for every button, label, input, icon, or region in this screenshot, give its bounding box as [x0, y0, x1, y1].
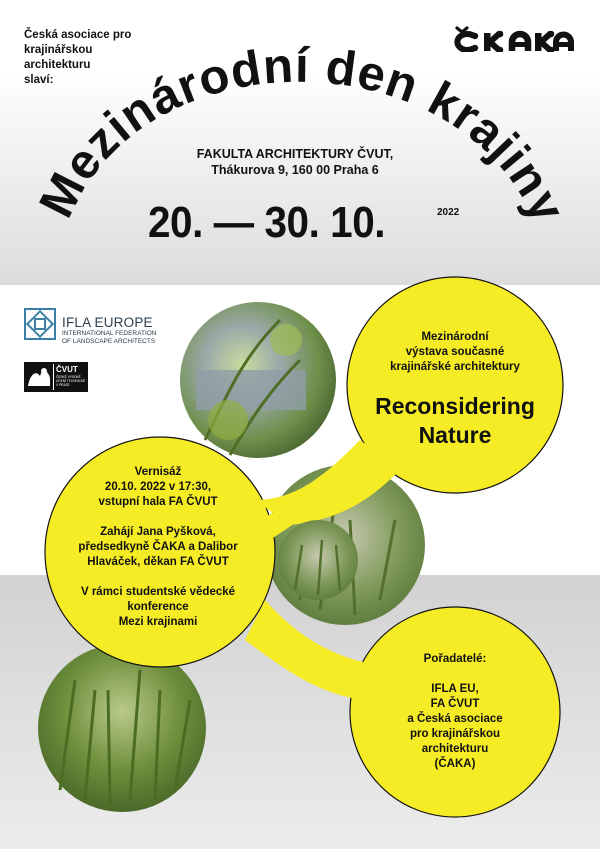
- year-label: 2022: [437, 207, 460, 218]
- opening-line: Zahájí Jana Pyšková,: [100, 526, 216, 538]
- exhibition-title-line: Nature: [418, 422, 492, 448]
- page-title-text: Mezinárodní den krajiny: [29, 38, 576, 231]
- cvut-logo-text: ČVUT: [56, 365, 78, 374]
- ifla-name: IFLA EUROPE: [62, 315, 153, 330]
- date-range: 20. — 30. 10.: [148, 198, 386, 247]
- organizer-line: architekturu: [421, 743, 489, 755]
- association-line: architekturu: [24, 59, 91, 71]
- exhibition-intro: [380, 330, 530, 375]
- organizer-line: (ČAKA): [434, 758, 476, 770]
- vernisaz-line: 20.10. 2022 v 17:30,: [104, 481, 212, 493]
- opening-line: Hlaváček, děkan FA ČVUT: [87, 556, 229, 568]
- conference-line: V rámci studentské vědecké: [80, 586, 236, 598]
- association-line: slaví:: [24, 74, 54, 86]
- ifla-subtitle-line: INTERNATIONAL FEDERATION: [62, 330, 157, 337]
- spacer: [380, 667, 530, 682]
- vernisaz-line: Vernisáž: [134, 466, 182, 478]
- opening-line: předsedkyně ČAKA a Dalibor: [78, 541, 238, 553]
- photo-building: [196, 370, 306, 410]
- photo-circle-bottom: [38, 644, 206, 812]
- conference-line: konference: [127, 601, 189, 613]
- exhibition-intro-line: Mezinárodní: [421, 331, 489, 343]
- spacer: [58, 510, 258, 525]
- organizers-info: [380, 652, 530, 772]
- ifla-subtitle-line: OF LANDSCAPE ARCHITECTS: [62, 338, 156, 345]
- organizer-line: IFLA EU,: [431, 683, 479, 695]
- venue-line: Thákurova 9, 160 00 Praha 6: [211, 163, 379, 177]
- exhibition-title-line: Reconsidering: [375, 393, 535, 419]
- vernisaz-info: [58, 465, 258, 630]
- organizer-line: a Česká asociace: [407, 713, 503, 725]
- exhibition-title: [350, 392, 560, 450]
- spacer: [58, 570, 258, 585]
- association-line: Česká asociace pro: [24, 29, 132, 41]
- photo-leaves: [270, 324, 302, 356]
- exhibition-intro-line: výstava současné: [405, 346, 505, 358]
- exhibition-intro-line: krajinářské architektury: [390, 361, 520, 373]
- organizer-line: FA ČVUT: [430, 698, 480, 710]
- vernisaz-line: vstupní hala FA ČVUT: [98, 496, 218, 508]
- cvut-sub-line: UČENÍ TECHNICKÉ: [56, 379, 86, 383]
- cvut-sub-line: V PRAZE: [56, 383, 70, 387]
- conference-line: Mezi krajinami: [118, 616, 198, 628]
- venue-line: FAKULTA ARCHITEKTURY ČVUT,: [196, 147, 394, 161]
- organizers-heading: Pořadatelé:: [423, 653, 487, 665]
- photo-leaves: [208, 400, 248, 440]
- cvut-sub-line: ČESKÉ VYSOKÉ: [56, 375, 81, 379]
- organizer-line: pro krajinářskou: [409, 728, 501, 740]
- association-line: krajinářskou: [24, 44, 93, 56]
